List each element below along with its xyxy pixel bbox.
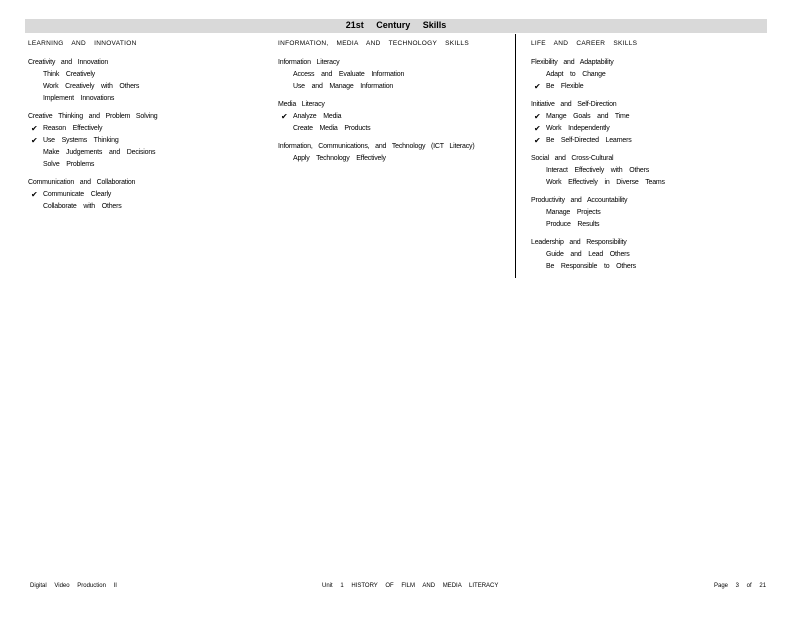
column-information-media-technology xyxy=(278,38,518,171)
skill-group xyxy=(531,153,761,189)
skill-item-label: Collaborate with Others xyxy=(43,203,122,210)
skill-item-label: Communicate Clearly xyxy=(43,191,112,198)
skill-group-title: Creative Thinking and Problem Solving xyxy=(28,113,158,120)
skill-item-label: Work Creatively with Others xyxy=(43,83,140,90)
skill-item xyxy=(531,249,761,261)
skill-group xyxy=(531,237,761,273)
skill-group xyxy=(28,177,268,213)
skill-item xyxy=(278,111,518,123)
skill-item-label: Guide and Lead Others xyxy=(546,251,630,258)
skill-item xyxy=(28,147,268,159)
skill-item xyxy=(531,165,761,177)
column-heading: LIFE AND CAREER SKILLS xyxy=(531,40,638,47)
skill-item xyxy=(28,189,268,201)
skill-item xyxy=(278,69,518,81)
skill-item-label: Be Responsible to Others xyxy=(546,263,636,270)
page-title: 21st Century Skills xyxy=(345,20,447,30)
footer-unit: Unit 1 HISTORY OF FILM AND MEDIA LITERACY xyxy=(322,583,499,589)
skill-group xyxy=(278,141,518,165)
skill-group-title: Communication and Collaboration xyxy=(28,179,136,186)
skill-item xyxy=(531,111,761,123)
skill-item xyxy=(28,159,268,171)
skill-group-title: Information, Communications, and Technology (ICT Literacy) xyxy=(278,143,475,150)
skill-item-label: Work Independently xyxy=(546,125,610,132)
skill-item xyxy=(278,153,518,165)
skill-item-label: Use Systems Thinking xyxy=(43,137,119,144)
checkmark-icon: ✔ xyxy=(31,190,38,199)
skill-item xyxy=(28,69,268,81)
skill-item-label: Produce Results xyxy=(546,221,600,228)
skill-item xyxy=(28,93,268,105)
skill-item xyxy=(531,123,761,135)
column-heading: LEARNING AND INNOVATION xyxy=(28,40,137,47)
skill-group-title: Initiative and Self-Direction xyxy=(531,101,617,108)
skill-group xyxy=(28,111,268,171)
skill-item-label: Apply Technology Effectively xyxy=(293,155,386,162)
skill-item xyxy=(531,261,761,273)
skill-item-label: Work Effectively in Diverse Teams xyxy=(546,179,665,186)
skill-item-label: Adapt to Change xyxy=(546,71,606,78)
skill-item-label: Be Flexible xyxy=(546,83,584,90)
skill-group-title: Flexibility and Adaptability xyxy=(531,59,614,66)
skill-group xyxy=(531,99,761,147)
skill-group xyxy=(278,99,518,135)
skill-item xyxy=(531,81,761,93)
skill-item xyxy=(278,81,518,93)
skill-item-label: Implement Innovations xyxy=(43,95,115,102)
checkmark-icon: ✔ xyxy=(534,82,541,91)
skill-item xyxy=(531,207,761,219)
column-learning-innovation xyxy=(28,38,268,219)
skill-item-label: Access and Evaluate Information xyxy=(293,71,405,78)
skill-item xyxy=(28,135,268,147)
skill-item xyxy=(28,123,268,135)
column-life-career xyxy=(531,38,761,279)
checkmark-icon: ✔ xyxy=(281,112,288,121)
skill-item xyxy=(28,201,268,213)
skill-group xyxy=(28,57,268,105)
skill-group-title: Leadership and Responsibility xyxy=(531,239,627,246)
skill-group-title: Productivity and Accountability xyxy=(531,197,628,204)
skill-item xyxy=(278,123,518,135)
checkmark-icon: ✔ xyxy=(31,124,38,133)
skill-item-label: Reason Effectively xyxy=(43,125,103,132)
skill-item-label: Analyze Media xyxy=(293,113,342,120)
skill-group xyxy=(278,57,518,93)
skill-item xyxy=(531,177,761,189)
footer-course: Digital Video Production II xyxy=(30,583,117,589)
footer-page-number: Page 3 of 21 xyxy=(714,583,767,589)
skill-item-label: Mange Goals and Time xyxy=(546,113,630,120)
skill-group-title: Social and Cross-Cultural xyxy=(531,155,614,162)
skill-item xyxy=(531,135,761,147)
skill-group-title: Creativity and Innovation xyxy=(28,59,109,66)
skill-item xyxy=(531,69,761,81)
title-bar xyxy=(25,19,767,33)
skill-group-title: Information Literacy xyxy=(278,59,340,66)
checkmark-icon: ✔ xyxy=(31,136,38,145)
checkmark-icon: ✔ xyxy=(534,112,541,121)
skill-group xyxy=(531,195,761,231)
skill-item-label: Solve Problems xyxy=(43,161,95,168)
skill-item xyxy=(28,81,268,93)
column-heading: INFORMATION, MEDIA AND TECHNOLOGY SKILLS xyxy=(278,40,469,47)
skill-group-title: Media Literacy xyxy=(278,101,325,108)
skill-item-label: Make Judgements and Decisions xyxy=(43,149,156,156)
skill-item-label: Interact Effectively with Others xyxy=(546,167,650,174)
checkmark-icon: ✔ xyxy=(534,136,541,145)
skill-item xyxy=(531,219,761,231)
skill-item-label: Think Creatively xyxy=(43,71,95,78)
skill-item-label: Be Self-Directed Learners xyxy=(546,137,632,144)
skill-group xyxy=(531,57,761,93)
skill-item-label: Manage Projects xyxy=(546,209,601,216)
skill-item-label: Use and Manage Information xyxy=(293,83,394,90)
skill-item-label: Create Media Products xyxy=(293,125,371,132)
checkmark-icon: ✔ xyxy=(534,124,541,133)
